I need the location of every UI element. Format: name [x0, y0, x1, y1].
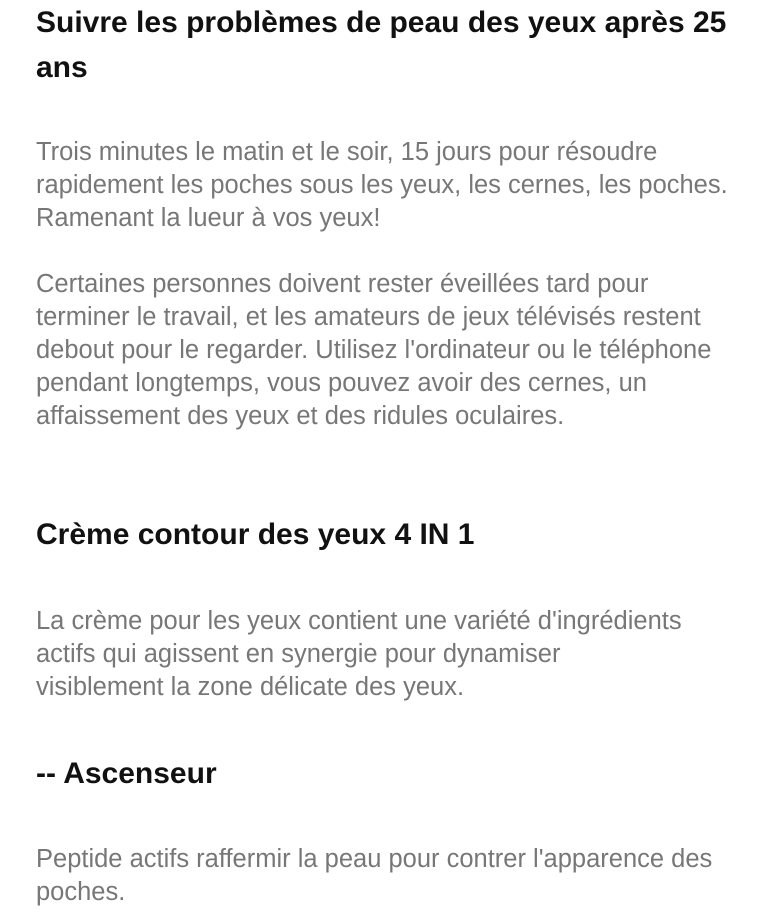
paragraph-cream-ingredients: La crème pour les yeux contient une variété d'ingrédients actifs qui agissent en synergie pour dynamiser visiblement la zone délicate des yeux.: [36, 607, 682, 701]
paragraph-peptide-actifs: Peptide actifs raffermir la peau pour contrer l'apparence des poches.: [36, 845, 713, 906]
paragraph-staying-up-late: Certaines personnes doivent rester éveillées tard pour terminer le travail, et les amateurs de jeux télévisés restent debout pour le regarder. Utilisez l'ordinateur ou le téléphone pendant longtemps, vous pouvez avoir des cernes, un affaissement des yeux et des ridules oculaires.: [36, 270, 712, 430]
section-heading-ascenseur: -- Ascenseur: [36, 757, 217, 790]
paragraph-three-minutes: Trois minutes le matin et le soir, 15 jours pour résoudre rapidement les poches sous les yeux, les cernes, les poches. Ramenant la lueur à vos yeux!: [36, 138, 728, 232]
section-heading-eye-skin-problems: Suivre les problèmes de peau des yeux après 25 ans: [36, 6, 727, 84]
section-heading-eye-contour-cream: Crème contour des yeux 4 IN 1: [36, 518, 475, 551]
